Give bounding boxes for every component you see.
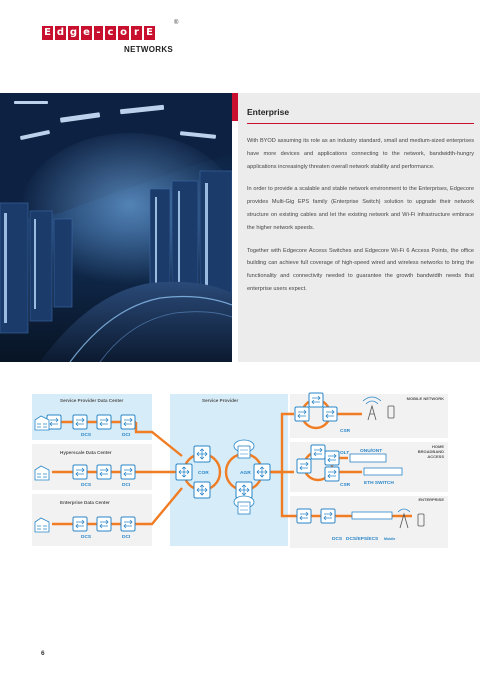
paragraph: In order to provide a scalable and stable network environment to the Enterprises, Edgecore provides Multi-Gig EPS family (Enterprise Switch) solution to upgrade their network structure on existing cables and let the existing network and Wi-Fi infrastructure embrace the higher network speeds.	[247, 186, 474, 231]
router-icon	[176, 464, 192, 480]
logo-letter: g	[69, 27, 78, 38]
logo-wordmark	[42, 26, 178, 40]
logo-letter: -	[94, 26, 103, 40]
edgecore-logo	[42, 20, 179, 66]
access-label: ACCESS	[427, 454, 444, 459]
onu-ont-label: ONU/ONT	[360, 449, 383, 454]
logo-letter: c	[105, 26, 116, 40]
switch-icon	[121, 465, 135, 479]
section-title: Enterprise	[247, 107, 474, 124]
router-icon	[194, 446, 210, 462]
enterprise-panel	[238, 93, 480, 362]
logo-letter: e	[81, 26, 92, 40]
service-provider-dc-label: Service Provider Data Center	[60, 398, 124, 403]
switch-icon	[73, 415, 87, 429]
enterprise-switch-device	[352, 512, 392, 519]
switch-icon	[321, 509, 335, 523]
logo-letter: r	[131, 26, 142, 40]
data-center-photo	[0, 93, 232, 362]
agr-label: AGR	[240, 471, 251, 476]
csr-label: CSR	[340, 483, 351, 488]
hyperscale-dc-label: Hyperscale Data Center	[60, 450, 112, 455]
switch-icon	[311, 445, 325, 459]
switch-icon	[121, 517, 135, 531]
router-icon	[194, 482, 210, 498]
dci-label: DCI	[122, 535, 131, 540]
dcs-label: DCS	[81, 535, 92, 540]
dcs-eps-ecs-label: DCS/EPS/ECS	[346, 537, 379, 542]
eth-switch-device	[364, 468, 402, 475]
switch-icon	[297, 459, 311, 473]
dcs-label: DCS	[332, 537, 343, 542]
switch-icon	[121, 415, 135, 429]
logo-letter: o	[118, 26, 129, 40]
broadband-label: BROADBAND	[417, 449, 444, 454]
switch-icon	[97, 415, 111, 429]
olt-label: OLT	[340, 451, 350, 456]
switch-icon	[325, 467, 339, 481]
logo-letter: E	[144, 26, 155, 40]
switch-icon	[97, 465, 111, 479]
paragraph: Together with Edgecore Access Switches and Edgecore Wi-Fi 6 Access Points, the office building can achieve full coverage of high-speed wired and wireless networks to bring the functionality and connectivity needed to guarantee the growth bandwidth needs that enterprise users expect.	[247, 247, 474, 292]
dci-label: DCI	[122, 483, 131, 488]
home-label: HOME	[432, 444, 444, 449]
logo-subtitle: NETWORKS	[124, 45, 174, 54]
mobile-label: Mobile	[384, 537, 396, 541]
service-provider-label: Service Provider	[202, 398, 239, 403]
enterprise-label: ENTERPRISE	[418, 497, 444, 502]
mobile-network-label: MOBILE NETWORK	[406, 396, 444, 401]
dcs-label: DCS	[81, 433, 92, 438]
switch-icon	[325, 451, 339, 465]
paragraph: With BYOD assuming its role as an industry standard, small and medium-sized enterprises have more devices and applications connecting to the network, bandwidth-hungry applications increasingly threaten overall network stability and performance.	[247, 138, 474, 170]
dci-label: DCI	[122, 433, 131, 438]
switch-icon	[97, 517, 111, 531]
csr-label: CSR	[340, 429, 351, 434]
switch-icon	[309, 393, 323, 407]
switch-icon	[73, 517, 87, 531]
dcs-label: DCS	[81, 483, 92, 488]
network-diagram	[32, 388, 450, 551]
logo-letter: E	[42, 26, 53, 40]
switch-icon	[323, 407, 337, 421]
eth-switch-label: ETH SWITCH	[364, 481, 394, 486]
cor-label: COR	[198, 471, 209, 476]
logo-letter: d	[56, 27, 65, 38]
router-icon	[254, 464, 270, 480]
page-number: 6	[41, 650, 45, 657]
switch-icon	[73, 465, 87, 479]
enterprise-dc-label: Enterprise Data Center	[60, 500, 110, 505]
switch-icon	[297, 509, 311, 523]
onu-device	[350, 454, 386, 462]
switch-icon	[295, 407, 309, 421]
registered-mark: ®	[174, 20, 179, 26]
